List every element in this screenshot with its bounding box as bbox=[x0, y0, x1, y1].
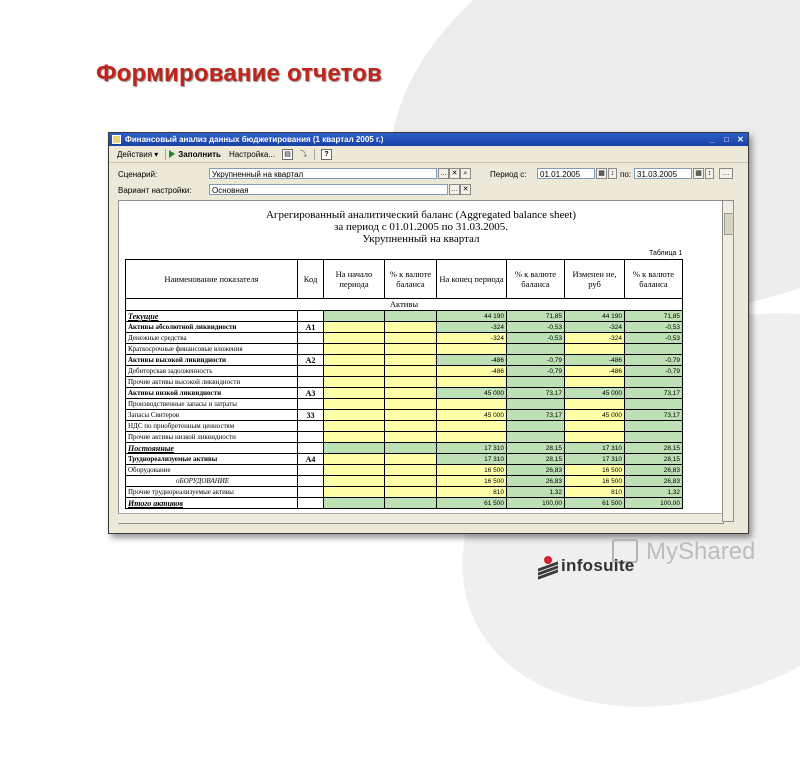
cell-end bbox=[437, 377, 507, 388]
cell-pct-end: 100,00 bbox=[507, 498, 565, 509]
minimize-icon[interactable]: _ bbox=[710, 135, 715, 144]
cell-end: 44 190 bbox=[437, 311, 507, 322]
cell-pct-start bbox=[385, 399, 437, 410]
table-row bbox=[126, 344, 683, 355]
toolbar bbox=[109, 146, 748, 163]
app-window bbox=[108, 132, 749, 534]
cell-pct-change: 1,32 bbox=[625, 487, 683, 498]
cell-start bbox=[324, 421, 385, 432]
fill-button[interactable]: Заполнить bbox=[178, 149, 221, 159]
calendar-icon[interactable]: ▦ bbox=[693, 168, 704, 179]
cell-pct-end: 73,17 bbox=[507, 410, 565, 421]
col-header-change: Изменен не, руб bbox=[565, 260, 625, 299]
table-row bbox=[126, 399, 683, 410]
period-to-input[interactable]: 31.03.2005 bbox=[634, 168, 692, 179]
cell-pct-start bbox=[385, 421, 437, 432]
col-header-pct-start: % к валюте баланса bbox=[385, 260, 437, 299]
table-row bbox=[126, 476, 683, 487]
row-code: А3 bbox=[298, 388, 324, 399]
cell-pct-change: 100,00 bbox=[625, 498, 683, 509]
toolbar-separator bbox=[165, 149, 166, 160]
cell-end: 810 bbox=[437, 487, 507, 498]
cell-pct-change bbox=[625, 421, 683, 432]
scenario-label: Сценарий: bbox=[118, 170, 158, 179]
maximize-icon[interactable]: □ bbox=[724, 135, 729, 144]
cell-pct-end: 1,32 bbox=[507, 487, 565, 498]
ellipsis-icon[interactable]: … bbox=[451, 186, 458, 193]
toolbar-separator bbox=[314, 149, 315, 160]
cell-start bbox=[324, 443, 385, 454]
ellipsis-icon[interactable]: … bbox=[440, 170, 447, 177]
row-label: Дебиторская задолженность bbox=[126, 366, 298, 377]
cell-pct-start bbox=[385, 487, 437, 498]
period-from-label: Период с: bbox=[490, 170, 527, 179]
row-code bbox=[298, 487, 324, 498]
cell-change: -486 bbox=[565, 366, 625, 377]
watermark-text: MyShared bbox=[646, 538, 756, 565]
col-header-pct-end: % к валюте баланса bbox=[507, 260, 565, 299]
cell-pct-start bbox=[385, 322, 437, 333]
table-row bbox=[126, 487, 683, 498]
cell-pct-end bbox=[507, 432, 565, 443]
cell-pct-end: 26,83 bbox=[507, 476, 565, 487]
cell-pct-end: -0,53 bbox=[507, 322, 565, 333]
cell-pct-end: -0,53 bbox=[507, 333, 565, 344]
cell-change: 61 500 bbox=[565, 498, 625, 509]
col-header-code: Код bbox=[298, 260, 324, 299]
table-body bbox=[126, 311, 683, 509]
variant-label: Вариант настройки: bbox=[118, 186, 192, 195]
cell-end bbox=[437, 344, 507, 355]
cell-change: 45 000 bbox=[565, 388, 625, 399]
cell-start bbox=[324, 410, 385, 421]
cell-pct-end: 73,17 bbox=[507, 388, 565, 399]
scenario-input[interactable]: Укрупненный на квартал bbox=[209, 168, 437, 179]
cell-pct-change: 71,85 bbox=[625, 311, 683, 322]
cell-pct-end: -0,79 bbox=[507, 355, 565, 366]
table-row bbox=[126, 366, 683, 377]
help-button[interactable]: ? bbox=[321, 149, 332, 160]
cell-pct-start bbox=[385, 377, 437, 388]
cell-pct-change: 28,15 bbox=[625, 443, 683, 454]
cell-end: -486 bbox=[437, 355, 507, 366]
spinner-icon[interactable]: ↕ bbox=[705, 168, 714, 179]
cell-pct-start bbox=[385, 410, 437, 421]
app-icon bbox=[112, 135, 121, 144]
cell-pct-change: -0,53 bbox=[625, 322, 683, 333]
cell-pct-start bbox=[385, 344, 437, 355]
row-label: Прочие активы высокой ликвидности bbox=[126, 377, 298, 388]
cell-change: 16 500 bbox=[565, 465, 625, 476]
play-icon[interactable] bbox=[169, 150, 175, 158]
row-label: Запасы Свитеров bbox=[126, 410, 298, 421]
cell-start bbox=[324, 498, 385, 509]
actions-menu[interactable]: Действия ▾ bbox=[117, 149, 159, 159]
cell-end: 16 500 bbox=[437, 465, 507, 476]
table-row bbox=[126, 443, 683, 454]
cell-change: 17 310 bbox=[565, 454, 625, 465]
report-area bbox=[118, 200, 724, 524]
row-code bbox=[298, 344, 324, 355]
cell-end: -324 bbox=[437, 322, 507, 333]
cell-pct-change: 73,17 bbox=[625, 388, 683, 399]
col-header-end: На конец периода bbox=[437, 260, 507, 299]
table-row bbox=[126, 454, 683, 465]
cell-pct-start bbox=[385, 311, 437, 322]
cell-pct-start bbox=[385, 476, 437, 487]
cell-start bbox=[324, 465, 385, 476]
cell-end bbox=[437, 421, 507, 432]
cell-change: -324 bbox=[565, 333, 625, 344]
table-row bbox=[126, 410, 683, 421]
row-label: Активы абсолютной ликвидности bbox=[126, 322, 298, 333]
row-code bbox=[298, 366, 324, 377]
row-code bbox=[298, 443, 324, 454]
cell-pct-end: 71,85 bbox=[507, 311, 565, 322]
cell-change: 44 190 bbox=[565, 311, 625, 322]
horizontal-scrollbar[interactable] bbox=[118, 513, 722, 523]
cell-start bbox=[324, 476, 385, 487]
cell-pct-change: -0,53 bbox=[625, 333, 683, 344]
row-label: Прочие труднореализуемые активы bbox=[126, 487, 298, 498]
cell-pct-change: 26,83 bbox=[625, 465, 683, 476]
table-row bbox=[126, 322, 683, 333]
cell-pct-change bbox=[625, 377, 683, 388]
cell-pct-end: 28,15 bbox=[507, 443, 565, 454]
cell-pct-change bbox=[625, 399, 683, 410]
vertical-scrollbar[interactable] bbox=[722, 200, 734, 522]
table-number: Таблица 1 bbox=[649, 250, 683, 257]
row-label: Денежные средства bbox=[126, 333, 298, 344]
cell-start bbox=[324, 454, 385, 465]
clear-icon[interactable]: ✕ bbox=[460, 184, 471, 195]
row-code bbox=[298, 421, 324, 432]
cell-pct-change: 73,17 bbox=[625, 410, 683, 421]
cell-pct-start bbox=[385, 388, 437, 399]
table-row bbox=[126, 421, 683, 432]
balance-table bbox=[125, 259, 683, 509]
search-icon[interactable]: ⌕ bbox=[460, 168, 471, 179]
cell-change: 17 310 bbox=[565, 443, 625, 454]
cell-end: 45 000 bbox=[437, 388, 507, 399]
row-code bbox=[298, 498, 324, 509]
filter-icon[interactable]: ⤵ bbox=[300, 150, 308, 158]
row-label: Труднореализуемые активы bbox=[126, 454, 298, 465]
ellipsis-icon[interactable]: … bbox=[719, 168, 733, 179]
cell-change bbox=[565, 421, 625, 432]
table-row bbox=[126, 355, 683, 366]
cell-end: -486 bbox=[437, 366, 507, 377]
row-code: 33 bbox=[298, 410, 324, 421]
cell-pct-start bbox=[385, 454, 437, 465]
window-titlebar[interactable] bbox=[109, 133, 748, 146]
cell-change bbox=[565, 432, 625, 443]
row-label: оБОРУДОВАНИЕ bbox=[126, 476, 298, 487]
cell-start bbox=[324, 344, 385, 355]
cell-pct-change: 26,83 bbox=[625, 476, 683, 487]
cell-pct-end bbox=[507, 399, 565, 410]
row-label: Активы низкой ликвидности bbox=[126, 388, 298, 399]
close-icon[interactable]: ✕ bbox=[737, 135, 744, 144]
table-icon[interactable]: ▤ bbox=[282, 149, 293, 160]
cell-start bbox=[324, 311, 385, 322]
row-code bbox=[298, 432, 324, 443]
row-code bbox=[298, 377, 324, 388]
cell-change: 45 000 bbox=[565, 410, 625, 421]
assets-header: Активы bbox=[126, 299, 683, 311]
row-label: Оборудование bbox=[126, 465, 298, 476]
cell-pct-end: 28,15 bbox=[507, 454, 565, 465]
row-label: Итого активов bbox=[126, 498, 298, 509]
cell-end bbox=[437, 399, 507, 410]
variant-input[interactable]: Основная bbox=[209, 184, 448, 195]
cell-pct-end: 26,83 bbox=[507, 465, 565, 476]
infosuite-logo bbox=[538, 556, 635, 576]
row-label: Постоянные bbox=[126, 443, 298, 454]
cell-end: 17 310 bbox=[437, 443, 507, 454]
table-row bbox=[126, 388, 683, 399]
cell-start bbox=[324, 432, 385, 443]
cell-end: 16 500 bbox=[437, 476, 507, 487]
row-label: Текущие bbox=[126, 311, 298, 322]
cell-pct-start bbox=[385, 443, 437, 454]
slide-title: Формирование отчетов bbox=[96, 60, 382, 87]
cell-end: 61 500 bbox=[437, 498, 507, 509]
row-code: А1 bbox=[298, 322, 324, 333]
setup-button[interactable]: Настройка... bbox=[228, 149, 276, 159]
cell-pct-end: -0,79 bbox=[507, 366, 565, 377]
col-header-pct-change: % к валюте баланса bbox=[625, 260, 683, 299]
cell-start bbox=[324, 366, 385, 377]
cell-pct-end bbox=[507, 344, 565, 355]
row-code: А2 bbox=[298, 355, 324, 366]
logo-icon bbox=[538, 556, 558, 576]
row-label: Краткосрочные финансовые вложения bbox=[126, 344, 298, 355]
cell-pct-change: 28,15 bbox=[625, 454, 683, 465]
cell-pct-start bbox=[385, 333, 437, 344]
cell-start bbox=[324, 399, 385, 410]
scroll-thumb[interactable] bbox=[724, 213, 734, 235]
cell-change bbox=[565, 344, 625, 355]
table-row bbox=[126, 311, 683, 322]
table-row bbox=[126, 333, 683, 344]
cell-change: -486 bbox=[565, 355, 625, 366]
window-title: Финансовый анализ данных бюджетирования (1 квартал 2005 г.) bbox=[125, 135, 384, 144]
cell-end: 17 310 bbox=[437, 454, 507, 465]
period-to-label: по: bbox=[620, 170, 632, 179]
cell-pct-change: -0,79 bbox=[625, 355, 683, 366]
table-row bbox=[126, 465, 683, 476]
row-code bbox=[298, 333, 324, 344]
cell-pct-change bbox=[625, 432, 683, 443]
logo-text: infosuite bbox=[561, 556, 635, 575]
cell-change bbox=[565, 399, 625, 410]
cell-pct-change: -0,79 bbox=[625, 366, 683, 377]
cell-end: -324 bbox=[437, 333, 507, 344]
row-code bbox=[298, 476, 324, 487]
row-code bbox=[298, 465, 324, 476]
row-label: Активы высокой ликвидности bbox=[126, 355, 298, 366]
cell-change: 810 bbox=[565, 487, 625, 498]
report-title: Агрегированный аналитический баланс (Aggregated balance sheet) bbox=[265, 209, 576, 221]
cell-start bbox=[324, 333, 385, 344]
table-header-row bbox=[126, 260, 683, 299]
table-row bbox=[126, 498, 683, 509]
cell-start bbox=[324, 377, 385, 388]
col-header-name: Наименование показателя bbox=[126, 260, 298, 299]
cell-pct-start bbox=[385, 465, 437, 476]
row-label: НДС по приобретенным ценностям bbox=[126, 421, 298, 432]
cell-start bbox=[324, 355, 385, 366]
cell-pct-start bbox=[385, 366, 437, 377]
cell-pct-start bbox=[385, 355, 437, 366]
table-row bbox=[126, 432, 683, 443]
assets-header-row bbox=[126, 299, 683, 311]
cell-change bbox=[565, 377, 625, 388]
row-code bbox=[298, 311, 324, 322]
table-row bbox=[126, 377, 683, 388]
cell-pct-change bbox=[625, 344, 683, 355]
cell-change: -324 bbox=[565, 322, 625, 333]
cell-start bbox=[324, 322, 385, 333]
cell-end: 45 000 bbox=[437, 410, 507, 421]
cell-pct-end bbox=[507, 377, 565, 388]
calendar-icon[interactable]: ▦ bbox=[596, 168, 607, 179]
spinner-icon[interactable]: ↕ bbox=[608, 168, 617, 179]
cell-change: 16 500 bbox=[565, 476, 625, 487]
period-from-input[interactable]: 01.01.2005 bbox=[537, 168, 595, 179]
cell-end bbox=[437, 432, 507, 443]
cell-pct-start bbox=[385, 498, 437, 509]
row-code: А4 bbox=[298, 454, 324, 465]
col-header-start: На начало периода bbox=[324, 260, 385, 299]
report-scenario: Укрупненный на квартал bbox=[362, 233, 480, 245]
row-code bbox=[298, 399, 324, 410]
cell-pct-start bbox=[385, 432, 437, 443]
cell-pct-end bbox=[507, 421, 565, 432]
row-label: Производственные запасы и затраты bbox=[126, 399, 298, 410]
row-label: Прочие активы низкой ликвидности bbox=[126, 432, 298, 443]
clear-icon[interactable]: ✕ bbox=[449, 168, 460, 179]
report-period: за период с 01.01.2005 по 31.03.2005. bbox=[334, 221, 508, 233]
cell-start bbox=[324, 487, 385, 498]
cell-start bbox=[324, 388, 385, 399]
